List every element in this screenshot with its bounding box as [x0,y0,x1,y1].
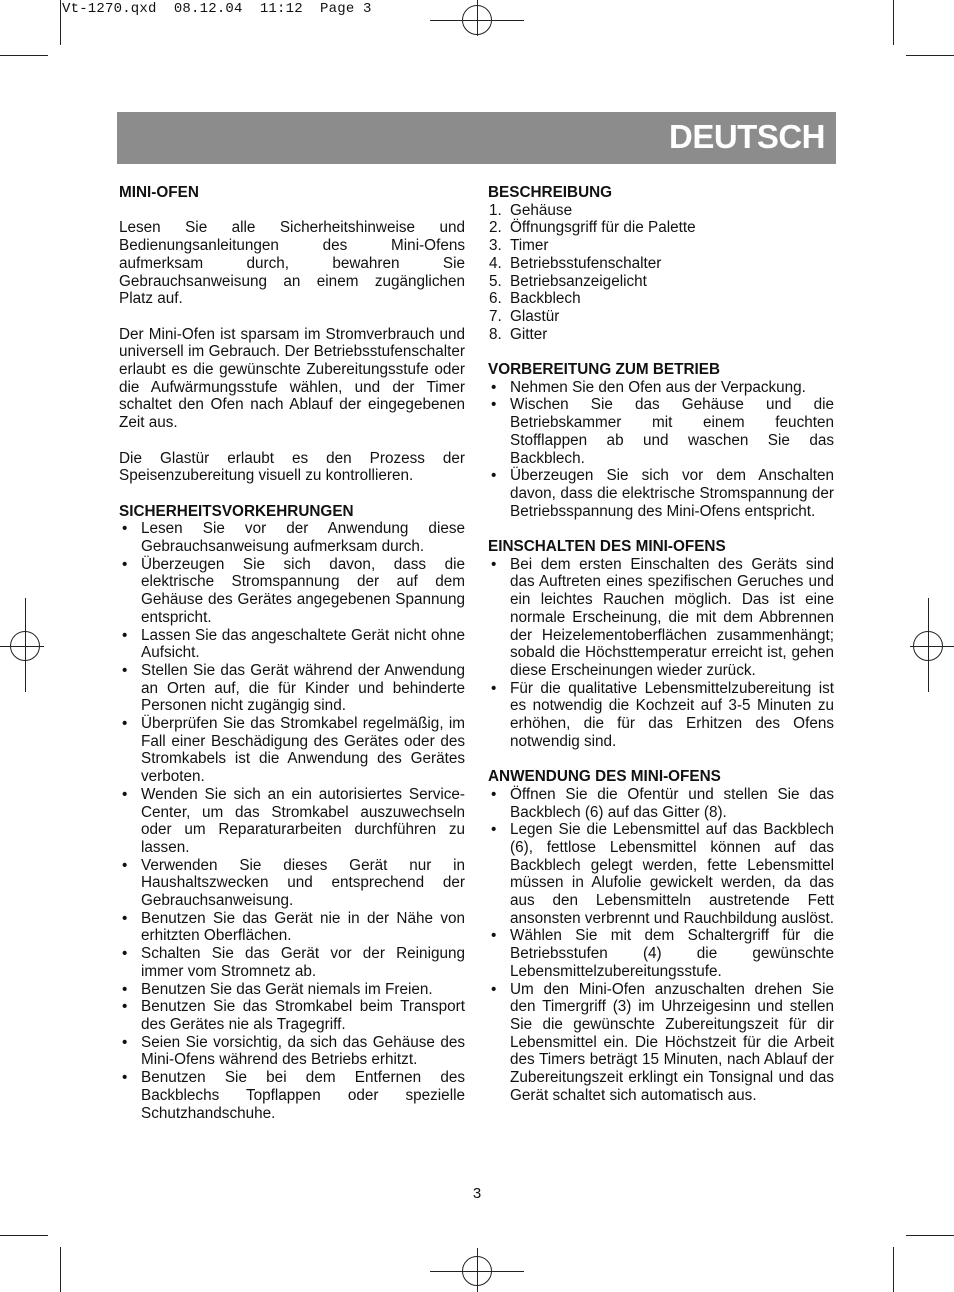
list-item-text: Benutzen Sie das Gerät niemals im Freien. [141,980,433,998]
intro-paragraph-2: Der Mini-Ofen ist sparsam im Stromverbrauch und universell im Gebrauch. Der Betriebsstufenschalter erlaubt es die gewünschte Zubereitungsstufe oder die Aufwärmungsstufe wählen, und der Timer schaltet den Ofen nach Ablauf der eingegebenen Zeit aus. [119,325,465,432]
page-number: 3 [472,1185,482,1202]
list-item-text: Überzeugen Sie sich davon, dass die elektrische Stromspannung der auf dem Gehäuse des Gerätes angegebenen Spannung entspricht. [141,555,465,626]
list-item-text: Für die qualitative Lebensmittelzubereitung ist es notwendig die Kochzeit auf 3-5 Minuten zu erhöhen, die für das Erhitzen des Ofens notwendig sind. [510,679,834,750]
item-number: 6. [489,290,502,308]
list-item-text: Wenden Sie sich an ein autorisiertes Service-Center, um das Stromkabel auszuwechseln oder um Reparaturarbeiten durchführen zu lassen. [141,785,465,856]
list-item [119,1034,465,1069]
bullet-icon: • [122,909,128,927]
printer-slug: Vt-1270.qxd 08.12.04 11:12 Page 3 [62,1,372,17]
list-item-text: Wählen Sie mit dem Schaltergriff für die Betriebsstufen (4) die gewünschte Lebensmittelzubereitungsstufe. [510,927,834,980]
preparation-list [488,379,834,521]
bullet-icon: • [122,998,128,1016]
bullet-icon: • [122,785,128,803]
bullet-icon: • [122,945,128,963]
description-list [488,202,834,344]
list-item [488,467,834,520]
section-title-mini-ofen: MINI-OFEN [119,184,199,201]
list-item [119,556,465,627]
list-item-text: Benutzen Sie bei dem Entfernen des Backblechs Topflappen oder spezielle Schutzhandschuhe. [141,1069,465,1122]
list-item [119,715,465,786]
description-item [488,290,834,308]
description-item [488,308,834,326]
list-item [488,556,834,680]
description-item [488,326,834,344]
list-item [119,857,465,910]
list-item [119,520,465,555]
list-item-text: Benutzen Sie das Stromkabel beim Transport des Gerätes nie als Tragegriff. [141,998,465,1033]
list-item-text: Nehmen Sie den Ofen aus der Verpackung. [510,378,806,396]
list-item-text: Verwenden Sie dieses Gerät nur in Haushaltszwecken und entsprechend der Gebrauchsanweisung. [141,856,465,910]
language-banner [117,112,836,164]
bullet-icon: • [122,1069,128,1087]
bullet-icon: • [122,856,128,874]
list-item [488,396,834,467]
bullet-icon: • [122,626,128,644]
item-number: 1. [489,201,502,219]
description-item [488,255,834,273]
item-text: Gehäuse [510,201,573,219]
list-item [119,910,465,945]
section-title-switching-on: EINSCHALTEN DES MINI-OFENS [488,538,726,556]
intro-paragraph-1: Lesen Sie alle Sicherheitshinweise und Bedienungsanleitungen des Mini-Ofens aufmerksam durch, bewahren Sie Gebrauchsanweisung an einem zugänglichen Platz auf. [119,219,465,308]
bullet-icon: • [491,821,497,839]
item-text: Gitter [510,325,548,343]
item-text: Betriebsstufenschalter [510,254,662,272]
list-item-text: Überzeugen Sie sich vor dem Anschalten davon, dass die elektrische Stromspannung der Betriebsspannung des Mini-Ofens entspricht. [510,467,834,520]
section-title-description: BESCHREIBUNG [488,184,613,201]
bullet-icon: • [122,980,128,998]
list-item [119,662,465,715]
list-item-text: Benutzen Sie das Gerät nie in der Nähe von erhitzten Oberflächen. [141,909,465,945]
description-item [488,219,834,237]
item-number: 3. [489,237,502,255]
bullet-icon: • [491,785,497,803]
bullet-icon: • [122,661,128,679]
list-item [488,927,834,980]
bullet-icon: • [491,980,497,998]
list-item-text: Wischen Sie das Gehäuse und die Betriebskammer mit einem feuchten Stofflappen ab und waschen Sie das Backblech. [510,396,834,467]
item-text: Betriebsanzeigelicht [510,272,647,290]
left-column [119,184,465,1122]
bullet-icon: • [491,467,497,485]
list-item-text: Überprüfen Sie das Stromkabel regelmäßig, im Fall einer Beschädigung des Gerätes oder des Stromkabels ist die Anwendung des Gerätes verboten. [141,715,465,786]
description-item [488,273,834,291]
list-item [119,981,465,999]
list-item [488,981,834,1105]
section-title-usage: ANWENDUNG DES MINI-OFENS [488,768,721,786]
section-title-safety: SICHERHEITSVORKEHRUNGEN [119,502,354,520]
list-item-text: Öffnen Sie die Ofentür und stellen Sie das Backblech (6) auf das Gitter (8). [510,785,834,821]
section-title-preparation: VORBEREITUNG ZUM BETRIEB [488,361,721,379]
list-item-text: Stellen Sie das Gerät während der Anwendung an Orten auf, die für Kinder und behinderte Personen nicht zugängig sind. [141,661,465,715]
list-item-text: Schalten Sie das Gerät vor der Reinigung immer vom Stromnetz ab. [141,945,465,980]
bullet-icon: • [122,555,128,573]
list-item [488,786,834,821]
item-number: 2. [489,219,502,237]
bullet-icon: • [491,396,497,414]
list-item [488,680,834,751]
bullet-icon: • [491,927,497,945]
safety-list [119,520,465,1122]
item-number: 5. [489,272,502,290]
list-item [119,1069,465,1122]
list-item-text: Lesen Sie vor der Anwendung diese Gebrauchsanweisung aufmerksam durch. [141,520,465,555]
item-number: 7. [489,307,502,325]
right-column [488,184,834,1105]
list-item [119,627,465,662]
item-text: Backblech [510,290,581,308]
item-text: Timer [510,237,549,255]
bullet-icon: • [491,378,497,396]
bullet-icon: • [491,679,497,697]
usage-list [488,786,834,1105]
bullet-icon: • [122,520,128,538]
list-item [119,786,465,857]
bullet-icon: • [122,1033,128,1051]
item-number: 8. [489,325,502,343]
list-item-text: Legen Sie die Lebensmittel auf das Backblech (6), fettlose Lebensmittel können auf das Backblech gelegt werden, fette Lebensmittel müssen in Alufolie gewickelt werden, da das aus den Lebensmitteln austretende Fett ansonsten verbrennt und Rauchbildung auslöst. [510,821,835,927]
list-item-text: Um den Mini-Ofen anzuschalten drehen Sie den Timergriff (3) im Uhrzeigesinn und stellen Sie die gewünschte Zubereitungszeit für dir Lebensmittel ein. Die Höchstzeit für die Arbeit des Timers beträgt 15 Minuten, nach Ablauf der Zubereitungszeit erklingt ein Tonsignal und das Gerät schaltet sich automatisch aus. [510,980,834,1104]
description-item [488,202,834,220]
list-item [119,998,465,1033]
list-item [488,379,834,397]
item-number: 4. [489,254,502,272]
list-item [488,821,834,927]
intro-paragraph-3: Die Glastür erlaubt es den Prozess der Speisenzubereitung visuell zu kontrollieren. [119,449,465,485]
description-item [488,237,834,255]
item-text: Glastür [510,307,560,325]
list-item-text: Lassen Sie das angeschaltete Gerät nicht ohne Aufsicht. [141,626,465,662]
bullet-icon: • [491,555,497,573]
list-item [119,945,465,980]
list-item-text: Seien Sie vorsichtig, da sich das Gehäuse des Mini-Ofens während des Betriebs erhitzt. [141,1033,465,1069]
switching-on-list [488,556,834,751]
bullet-icon: • [122,715,128,733]
list-item-text: Bei dem ersten Einschalten des Geräts sind das Auftreten eines spezifischen Geruches und ein leichtes Rauchen möglich. Das ist eine normale Erscheinung, die mit dem Abbrennen der Heizelementoberflächen zusammenhängt; sobald die Höchsttemperatur erreicht ist, gehen diese Erscheinungen wieder zurück. [510,555,834,679]
banner-title: DEUTSCH [668,118,825,155]
item-text: Öffnungsgriff für die Palette [510,219,696,237]
